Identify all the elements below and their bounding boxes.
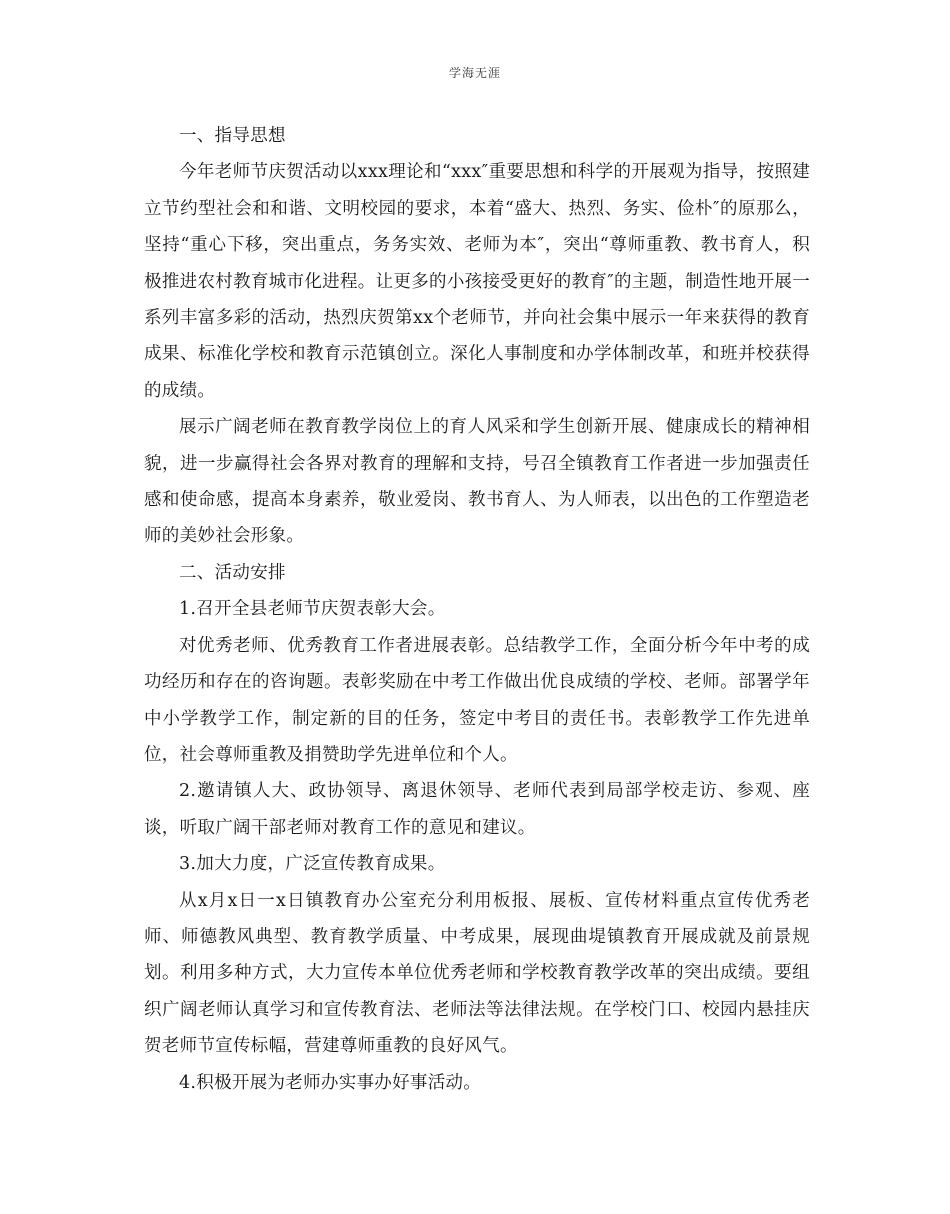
paragraph-guiding-ideology: 今年老师节庆贺活动以xxx理论和“xxx″重要思想和科学的开展观为指导，按照建立节约型社会和和谐、文明校园的要求，本着“盛大、热烈、务实、俭朴″的原那么，坚持“重心下移，突出重点，务务实效、老师为本″，突出“尊师重教、教书育人，积极推进农村教育城市化进程。让更多的小孩接受更好的教育″的主题，制造性地开展一系列丰富多彩的活动，热烈庆贺第xx个老师节，并向社会集中展示一年来获得的教育成果、标准化学校和教育示范镇创立。深化人事制度和办学体制改革，和班并校获得的成绩。 bbox=[144, 162, 810, 401]
item-2-paragraph: 2.邀请镇人大、政协领导、离退休领导、老师代表到局部学校走访、参观、座谈，听取广阔干部老师对教育工作的意见和建议。 bbox=[144, 781, 810, 838]
section-heading-activity-arrangement: 二、活动安排 bbox=[179, 562, 286, 583]
document-body bbox=[144, 118, 810, 1101]
item-4-heading: 4.积极开展为老师办实事办好事活动。 bbox=[179, 1072, 482, 1093]
item-1-heading: 1.召开全县老师节庆贺表彰大会。 bbox=[179, 599, 446, 620]
item-1-paragraph: 对优秀老师、优秀教育工作者进展表彰。总结教学工作，全面分析今年中考的成功经历和存在的咨询题。表彰奖励在中考工作做出优良成绩的学校、老师。部署学年中小学教学工作，制定新的目的任务，签定中考目的责任书。表彰教学工作先进单位，社会尊师重教及捐赞助学先进单位和个人。 bbox=[144, 635, 810, 765]
section-heading-guiding-ideology: 一、指导思想 bbox=[179, 126, 286, 146]
page-header: 学海无涯 bbox=[448, 66, 501, 80]
item-3-paragraph: 从x月x日一x日镇教育办公室充分利用板报、展板、宣传材料重点宣传优秀老师、师德教风典型、教育教学质量、中考成果，展现曲堤镇教育开展成就及前景规划。利用多种方式，大力宣传本单位优秀老师和学校教育教学改革的突出成绩。要组织广阔老师认真学习和宣传教育法、老师法等法律法规。在学校门口、校园内悬挂庆贺老师节宣传标幅，营建尊师重教的良好风气。 bbox=[144, 890, 810, 1057]
item-3-heading: 3.加大力度，广泛宣传教育成果。 bbox=[179, 854, 446, 875]
paragraph-teacher-demeanor: 展示广阔老师在教育教学岗位上的育人风采和学生创新开展、健康成长的精神相貌，进一步赢得社会各界对教育的理解和支持，号召全镇教育工作者进一步加强责任感和使命感，提高本身素养，敬业爱岗、教书育人、为人师表，以出色的工作塑造老师的美妙社会形象。 bbox=[144, 417, 810, 547]
